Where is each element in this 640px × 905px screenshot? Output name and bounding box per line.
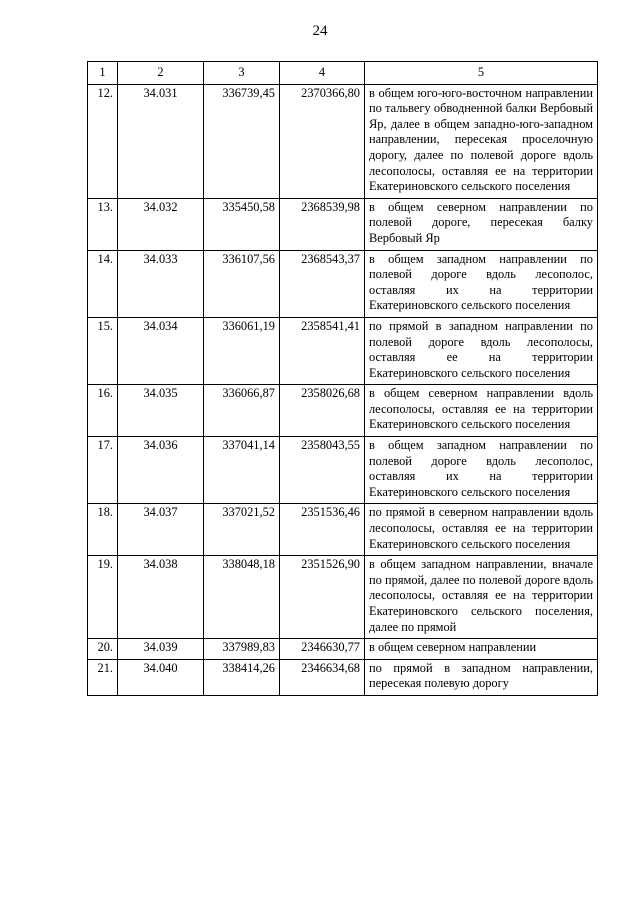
page-number: 24	[312, 23, 328, 39]
table-row	[88, 84, 598, 198]
boundary-points-table	[87, 61, 598, 696]
coordinate-x: 338048,18	[204, 556, 280, 639]
column-header-2: 2	[118, 62, 204, 85]
coordinate-x: 336066,87	[204, 385, 280, 437]
boundary-description: в общем северном направлении	[365, 639, 598, 660]
table-row	[88, 317, 598, 384]
column-header-4: 4	[280, 62, 365, 85]
boundary-description: в общем северном направлении по полевой дороге, пересекая балку Вербовый Яр	[365, 198, 598, 250]
coordinate-y: 2370366,80	[280, 84, 365, 198]
table-row	[88, 198, 598, 250]
coordinate-y: 2358026,68	[280, 385, 365, 437]
coordinate-x: 337989,83	[204, 639, 280, 660]
boundary-description: в общем юго-юго-восточном направлении по тальвегу обводненной балки Вербовый Яр, далее в общем западно-юго-западном направлении, пересекая проселочную дорогу, далее по полевой дороге вдоль лесополосы, оставляя ее на территории Екатериновского сельского поселения	[365, 84, 598, 198]
row-number: 16.	[88, 385, 118, 437]
coordinate-x: 337021,52	[204, 504, 280, 556]
row-number: 19.	[88, 556, 118, 639]
row-number: 20.	[88, 639, 118, 660]
coordinate-x: 335450,58	[204, 198, 280, 250]
column-header-3: 3	[204, 62, 280, 85]
row-number: 21.	[88, 659, 118, 695]
boundary-description: в общем западном направлении, вначале по прямой, далее по полевой дороге вдоль лесополосы, оставляя ее на территории Екатериновского сельского поселения, далее по прямой	[365, 556, 598, 639]
row-number: 13.	[88, 198, 118, 250]
table-row	[88, 659, 598, 695]
coordinate-y: 2346634,68	[280, 659, 365, 695]
boundary-description: по прямой в западном направлении, пересекая полевую дорогу	[365, 659, 598, 695]
point-code: 34.036	[118, 437, 204, 504]
table-header-row	[88, 62, 598, 85]
point-code: 34.039	[118, 639, 204, 660]
row-number: 12.	[88, 84, 118, 198]
row-number: 15.	[88, 317, 118, 384]
boundary-description: в общем западном направлении по полевой дороге вдоль лесополос, оставляя их на территории Екатериновского сельского поселения	[365, 250, 598, 317]
coordinate-x: 336739,45	[204, 84, 280, 198]
boundary-description: в общем западном направлении по полевой дороге вдоль лесополос, оставляя их на территории Екатериновского сельского поселения	[365, 437, 598, 504]
table-row	[88, 556, 598, 639]
coordinate-y: 2358043,55	[280, 437, 365, 504]
point-code: 34.035	[118, 385, 204, 437]
boundary-description: по прямой в западном направлении по полевой дороге вдоль лесополосы, оставляя ее на территории Екатериновского сельского поселения	[365, 317, 598, 384]
coordinate-y: 2368539,98	[280, 198, 365, 250]
table-body	[88, 84, 598, 695]
point-code: 34.037	[118, 504, 204, 556]
coordinate-y: 2346630,77	[280, 639, 365, 660]
coordinate-y: 2358541,41	[280, 317, 365, 384]
table-row	[88, 437, 598, 504]
coordinate-y: 2351536,46	[280, 504, 365, 556]
boundary-description: по прямой в северном направлении вдоль лесополосы, оставляя ее на территории Екатериновского сельского поселения	[365, 504, 598, 556]
table-row	[88, 504, 598, 556]
point-code: 34.032	[118, 198, 204, 250]
row-number: 14.	[88, 250, 118, 317]
point-code: 34.031	[118, 84, 204, 198]
column-header-1: 1	[88, 62, 118, 85]
coordinate-x: 336107,56	[204, 250, 280, 317]
coordinate-y: 2368543,37	[280, 250, 365, 317]
row-number: 17.	[88, 437, 118, 504]
column-header-5: 5	[365, 62, 598, 85]
table-row	[88, 639, 598, 660]
coordinate-x: 338414,26	[204, 659, 280, 695]
point-code: 34.040	[118, 659, 204, 695]
row-number: 18.	[88, 504, 118, 556]
boundary-description: в общем северном направлении вдоль лесополосы, оставляя ее на территории Екатериновского сельского поселения	[365, 385, 598, 437]
point-code: 34.034	[118, 317, 204, 384]
table-row	[88, 385, 598, 437]
coordinate-x: 337041,14	[204, 437, 280, 504]
coordinate-y: 2351526,90	[280, 556, 365, 639]
point-code: 34.038	[118, 556, 204, 639]
coordinate-x: 336061,19	[204, 317, 280, 384]
table-row	[88, 250, 598, 317]
point-code: 34.033	[118, 250, 204, 317]
